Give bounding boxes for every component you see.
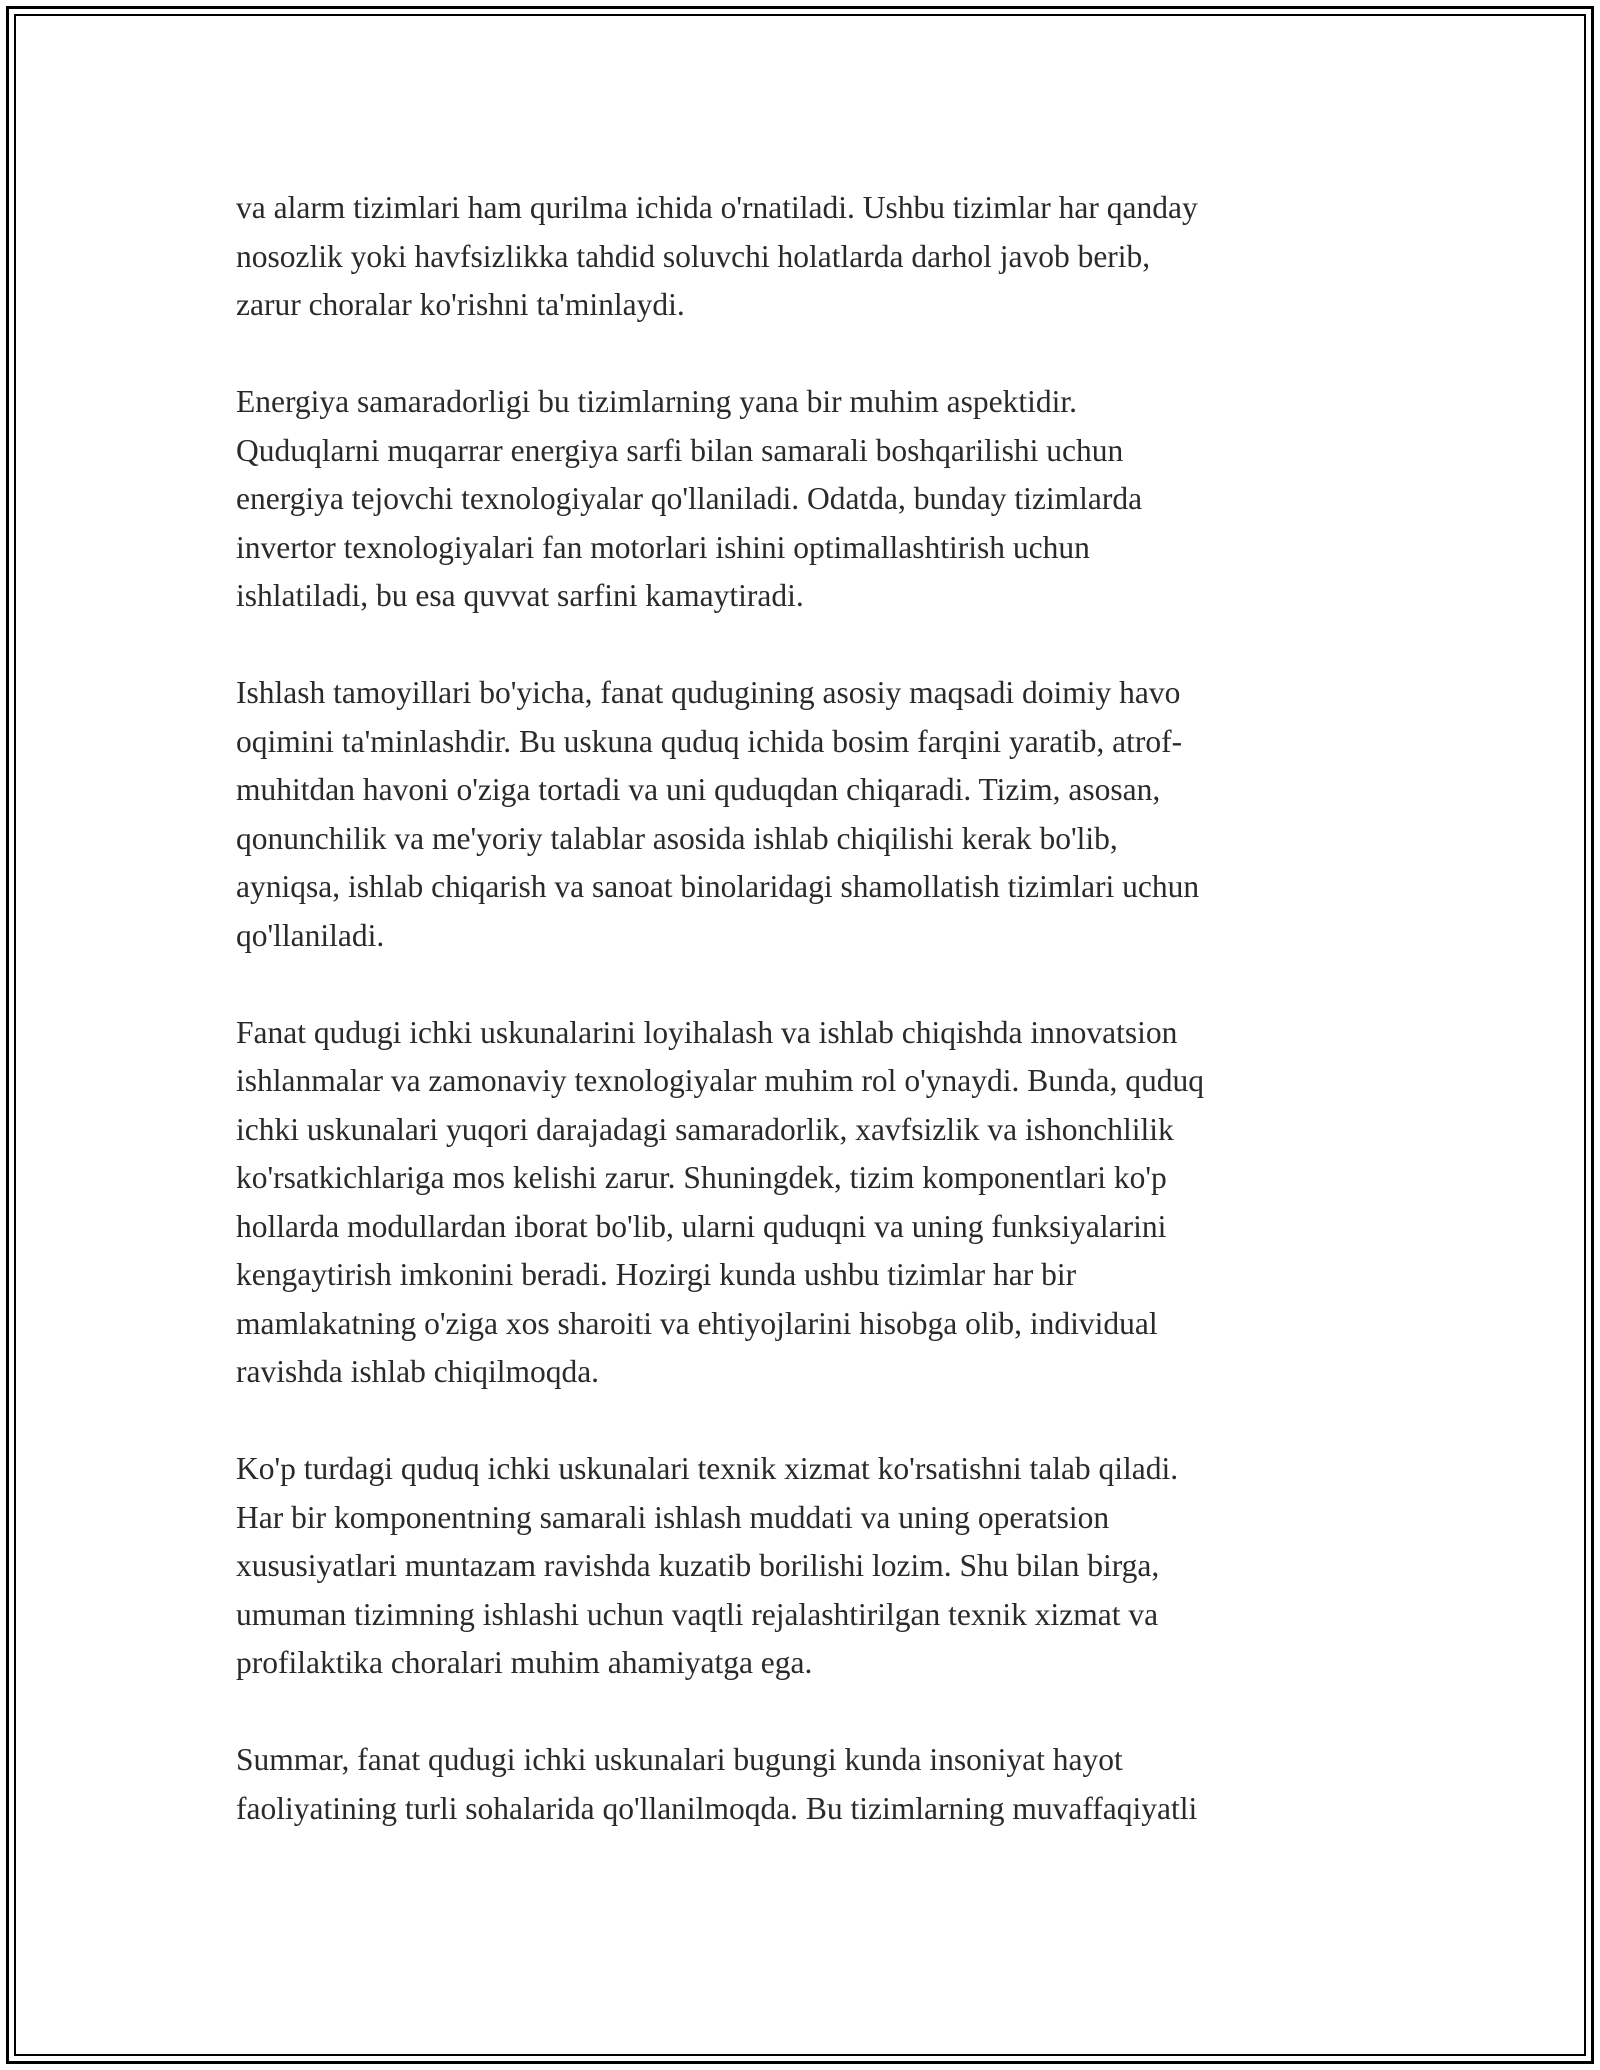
text-line: profilaktika choralari muhim ahamiyatga ega.: [236, 1645, 813, 1680]
text-line: Ko'p turdagi quduq ichki uskunalari texnik xizmat ko'rsatishni talab qiladi.: [236, 1451, 1179, 1486]
text-line: energiya tejovchi texnologiyalar qo'llaniladi. Odatda, bunday tizimlarda: [236, 481, 1143, 516]
paragraph: [236, 184, 1376, 330]
document-body: [236, 184, 1376, 1882]
text-line: va alarm tizimlari ham qurilma ichida o'rnatiladi. Ushbu tizimlar har qanday: [236, 190, 1198, 225]
text-line: ayniqsa, ishlab chiqarish va sanoat binolaridagi shamollatish tizimlari uchun: [236, 869, 1200, 904]
text-line: ishlanmalar va zamonaviy texnologiyalar muhim rol o'ynaydi. Bunda, quduq: [236, 1063, 1204, 1098]
paragraph: [236, 669, 1376, 960]
paragraph: [236, 378, 1376, 621]
text-line: xususiyatlari muntazam ravishda kuzatib borilishi lozim. Shu bilan birga,: [236, 1548, 1160, 1583]
text-line: kengaytirish imkonini beradi. Hozirgi kunda ushbu tizimlar har bir: [236, 1257, 1077, 1292]
text-line: mamlakatning o'ziga xos sharoiti va ehtiyojlarini hisobga olib, individual: [236, 1305, 1158, 1341]
text-line: Quduqlarni muqarrar energiya sarfi bilan samarali boshqarilishi uchun: [236, 432, 1124, 468]
text-line: nosozlik yoki havfsizlikka tahdid soluvchi holatlarda darhol javob berib,: [236, 238, 1151, 274]
text-line: Summar, fanat qudugi ichki uskunalari bugungi kunda insoniyat hayot: [236, 1742, 1123, 1777]
paragraph: [236, 1445, 1376, 1688]
text-line: invertor texnologiyalari fan motorlari ishini optimallashtirish uchun: [236, 529, 1090, 565]
text-line: faoliyatining turli sohalarida qo'llanilmoqda. Bu tizimlarning muvaffaqiyatli: [236, 1790, 1198, 1826]
text-line: zarur choralar ko'rishni ta'minlaydi.: [236, 287, 685, 322]
text-line: Energiya samaradorligi bu tizimlarning yana bir muhim aspektidir.: [236, 384, 1077, 419]
text-line: ichki uskunalari yuqori darajadagi samaradorlik, xavfsizlik va ishonchlilik: [236, 1111, 1174, 1147]
text-line: Ishlash tamoyillari bo'yicha, fanat qudugining asosiy maqsadi doimiy havo: [236, 675, 1181, 710]
paragraph: [236, 1009, 1376, 1397]
text-line: ko'rsatkichlariga mos kelishi zarur. Shuningdek, tizim komponentlari ko'p: [236, 1160, 1167, 1195]
text-line: muhitdan havoni o'ziga tortadi va uni quduqdan chiqaradi. Tizim, asosan,: [236, 772, 1161, 807]
text-line: oqimini ta'minlashdir. Bu uskuna quduq ichida bosim farqini yaratib, atrof-: [236, 723, 1183, 759]
text-line: qo'llaniladi.: [236, 917, 385, 953]
text-line: hollarda modullardan iborat bo'lib, ularni quduqni va uning funksiyalarini: [236, 1208, 1167, 1244]
paragraph: [236, 1736, 1376, 1833]
text-line: umuman tizimning ishlashi uchun vaqtli rejalashtirilgan texnik xizmat va: [236, 1596, 1159, 1632]
text-line: Har bir komponentning samarali ishlash muddati va uning operatsion: [236, 1499, 1110, 1535]
text-line: ishlatiladi, bu esa quvvat sarfini kamaytiradi.: [236, 578, 804, 613]
text-line: qonunchilik va me'yoriy talablar asosida ishlab chiqilishi kerak bo'lib,: [236, 820, 1118, 856]
text-line: ravishda ishlab chiqilmoqda.: [236, 1354, 600, 1389]
text-line: Fanat qudugi ichki uskunalarini loyihalash va ishlab chiqishda innovatsion: [236, 1014, 1178, 1050]
